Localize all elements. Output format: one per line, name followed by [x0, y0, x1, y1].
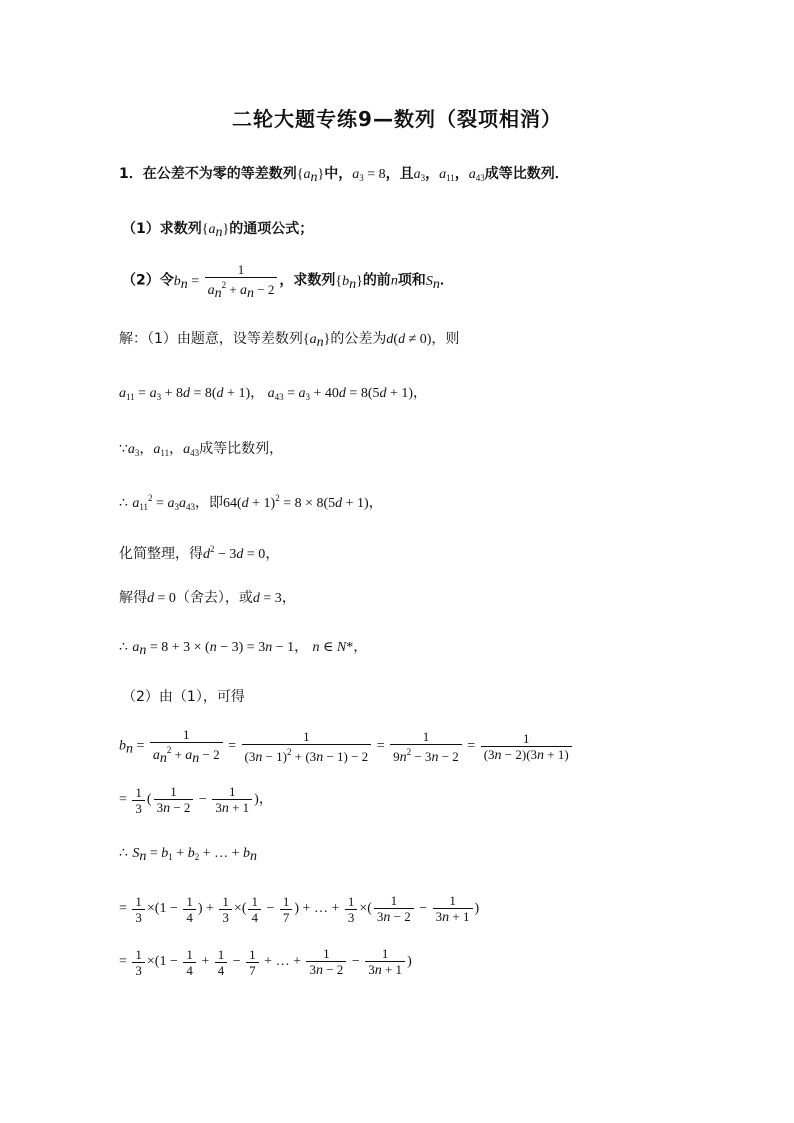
problem-number: 1．: [119, 166, 143, 182]
problem-statement: 1．在公差不为零的等差数列$\{a_n\}$中，$a_3 = 8$，且$a_3$，$a_{11}$，$a_{43}$成等比数列．: [119, 166, 569, 185]
therefore-symbol: ∴: [119, 846, 128, 861]
page-title: 二轮大题专练9—数列（裂项相消）: [232, 107, 562, 131]
formula: $a_{11}$: [439, 167, 455, 183]
solution-text: 的公差为: [330, 331, 387, 347]
question-2: [122, 262, 454, 301]
seq-a-notation: $\{a_n\}$: [296, 167, 325, 185]
problem-text: 在公差不为零的等差数列: [142, 166, 297, 182]
formula: $S_n$: [425, 273, 440, 292]
formula: d(d ≠ 0): [386, 332, 432, 347]
solution-text: 解得: [119, 590, 147, 606]
solution-line-7: ∴ $a_n = 8 + 3 \times (n - 3) = 3n - 1$， n ∈ N*，: [119, 639, 368, 658]
formula: $\{a_n\}$: [302, 332, 331, 350]
solution-line-4: ∴ $a_{11}^2 = a_3a_{43}$，即$64(d + 1)^2 = 8 \times 8(5d + 1)$，: [119, 493, 383, 512]
solution-text: ，即: [194, 495, 223, 511]
problem-text: ，且: [385, 166, 414, 182]
solution-line-2: $a_{11} = a_3 + 8d = 8(d + 1)$， $a_{43} = a_3 + 40d = 8(5d + 1)$，: [119, 385, 428, 402]
q2-n: n: [390, 273, 398, 289]
q1-tail: 的通项公式；: [229, 221, 314, 237]
q2-text: ，求数列: [279, 272, 336, 289]
solution-line-5: 化简整理，得$d^2 - 3d = 0$，: [119, 544, 280, 562]
solution-text: 化简整理，得: [119, 546, 203, 562]
solution-line-3: $\because a_3$，$a_{11}$，$a_{43}$成等比数列，: [119, 441, 284, 458]
q2-text: ．: [439, 272, 454, 289]
problem-text: 中，: [324, 166, 353, 182]
q1-label: （1）求数列: [122, 221, 202, 237]
formula: $a_3 = 8$: [352, 167, 386, 183]
solution-text: （舍去），或: [175, 590, 253, 606]
formula: $b_n$ = $\frac{1}{a_n^2 + a_n - 2}$: [174, 274, 280, 289]
because-symbol: ∵: [119, 442, 128, 457]
therefore-symbol: ∴: [119, 496, 128, 511]
q2-text: 的前: [362, 272, 391, 289]
solution-text: ，则: [431, 331, 460, 347]
therefore-symbol: ∴: [119, 640, 128, 655]
formula: $\{a_n\}$: [201, 222, 230, 240]
solution-line-13: = $\frac{1}{3}$ ×(1 − $\frac{1}{4}$ + $\frac{1}{4}$ − $\frac{1}{7}$ + … + $\frac{1}{3n - 2}$ − $\frac{1}{3n + 1}$ ): [119, 946, 412, 978]
solution-line-11: ∴ $S_n = b_1 + b_2$ + … + $b_n$: [119, 846, 257, 864]
solution-line-8: [122, 686, 245, 706]
problem-text: 成等比数列．: [484, 166, 569, 182]
formula: $a_3$: [413, 167, 426, 183]
solution-text: （2）由（1），可得: [122, 689, 245, 705]
formula: $a_{43}$: [468, 167, 485, 183]
solution-line-12: = $\frac{1}{3}$ ×(1 − $\frac{1}{4}$ ) + $\frac{1}{3}$ ×( $\frac{1}{4}$ − $\frac{1}{7}$ ) + … + $\frac{1}{3}$ ×( $\frac{1}{3n - 2}$ − $\frac{1}{3n + 1}$ ): [119, 893, 480, 925]
solution-line-9: $b_n$ = $\frac{1}{a_n^2 + a_n - 2}$ = $\frac{1}{(3n - 1)^2 + (3n - 1) - 2}$ = $\frac{1}{9n^2 - 3n - 2}$ = $\frac{1}{(3n - 2)(3n + 1)}$: [119, 727, 574, 766]
formula: $\{b_n\}$: [335, 273, 363, 292]
solution-line-10: = $\frac{1}{3}$ ( $\frac{1}{3n - 2}$ − $\frac{1}{3n + 1}$ )，: [119, 784, 273, 816]
solution-line-1: [119, 328, 459, 351]
solution-line-6: 解得d = 0（舍去），或d = 3，: [119, 590, 296, 606]
q2-label: （2）令: [122, 272, 174, 289]
question-1: [122, 218, 313, 241]
solution-text: 成等比数列，: [199, 441, 284, 457]
q2-text: 项和: [397, 272, 426, 289]
problem-text: ，: [425, 166, 440, 182]
solution-text: 解：（1）由题意，设等差数列: [119, 331, 303, 347]
